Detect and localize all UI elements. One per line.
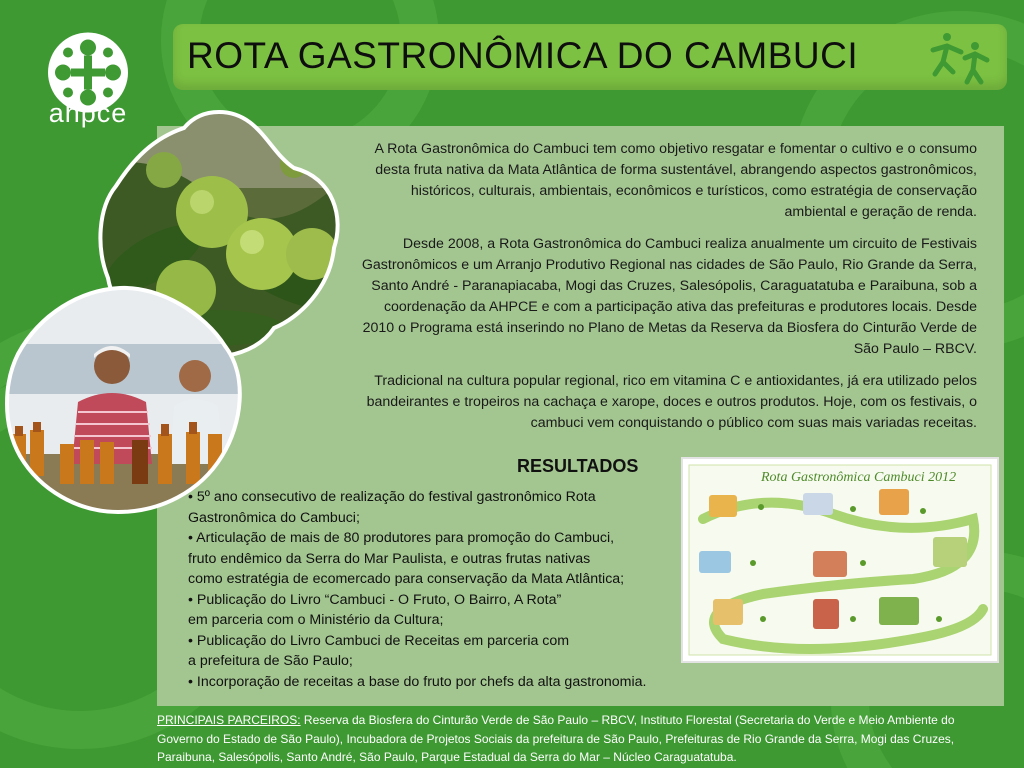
poster-title: Rota Gastronômica Cambuci 2012	[761, 470, 957, 485]
results-line: • Publicação do Livro “Cambuci - O Fruto, O Bairro, A Rota”	[188, 591, 562, 608]
results-line: Gastronômica do Cambuci;	[188, 509, 360, 526]
festival-map-poster	[681, 457, 999, 663]
producers-photo	[0, 284, 246, 514]
results-line: a prefeitura de São Paulo;	[188, 653, 353, 669]
intro-paragraph: Desde 2008, a Rota Gastronômica do Cambuci realiza anualmente um circuito de Festivais Gastronômicos e um Arranjo Produtivo Regional nas cidades de São Paulo, Rio Grande da Serra, Santo André - Paranapiacaba, Mogi das Cruzes, Salesópolis, Caraguatatuba e Paraibuna, sob a coordenação da AHPCE e com a participação ativa das prefeituras e produtores locais. Desde 2010 o Programa está inserindo no Plano de Metas da Reserva da Biosfera do Cinturão Verde de São Paulo – RBCV.	[361, 236, 977, 357]
intro-paragraph: A Rota Gastronômica do Cambuci tem como objetivo resgatar e fomentar o cultivo e o consumo desta fruta nativa da Mata Atlântica de forma sustentável, abrangendo aspectos gastronômicos, históricos, culturais, ambientais, econômicos e turísticos, como estratégia de conservação ambiental e geração de renda.	[374, 141, 977, 220]
results-list	[188, 487, 698, 692]
results-line: fruto endêmico da Serra do Mar Paulista, e outras frutas nativas	[188, 550, 591, 567]
intro-paragraph: Tradicional na cultura popular regional, rico em vitamina C e antioxidantes, já era utilizado pelos bandeirantes e tropeiros na cachaça e xarope, doces e outros produtos. Hoje, com os festivais, o cambuci vem conquistando o público com suas mais variadas receitas.	[366, 373, 977, 431]
results-line: • Incorporação de receitas a base do fruto por chefs da alta gastronomia.	[188, 673, 647, 690]
title-bar	[173, 24, 1007, 90]
results-line: • 5º ano consecutivo de realização do festival gastronômico Rota	[188, 489, 596, 505]
festival-map-graphic	[683, 459, 997, 661]
results-line: • Publicação do Livro Cambuci de Receitas em parceria com	[188, 632, 570, 649]
partners-label: PRINCIPAIS PARCEIROS:	[157, 713, 301, 727]
brand-name: ahpce	[48, 98, 128, 128]
results-line: em parceria com o Ministério da Cultura;	[188, 612, 444, 628]
results-heading: RESULTADOS	[517, 456, 639, 476]
partners-text: Reserva da Biosfera do Cinturão Verde de São Paulo – RBCV, Instituto Florestal (Secretaria do Verde e Meio Ambiente do Governo do Estado de São Paulo), Incubadora de Projetos Sociais da prefeitura de São Paulo, Prefeituras de Rio Grande da Serra, Mogi das Cruzes, Paraibuna, Salesópolis, Santo André, São Paulo, Parque Estadual da Serra do Mar – Núcleo Caraguatatuba.	[157, 713, 955, 764]
dancing-figures-icon	[925, 28, 991, 86]
results-line: • Articulação de mais de 80 produtores para promoção do Cambuci,	[188, 530, 615, 546]
results-line: como estratégia de ecomercado para conservação da Mata Atlântica;	[188, 571, 625, 587]
page-title: ROTA GASTRONÔMICA DO CAMBUCI	[187, 35, 859, 76]
intro-text	[355, 139, 977, 445]
partners-footer	[157, 711, 977, 767]
